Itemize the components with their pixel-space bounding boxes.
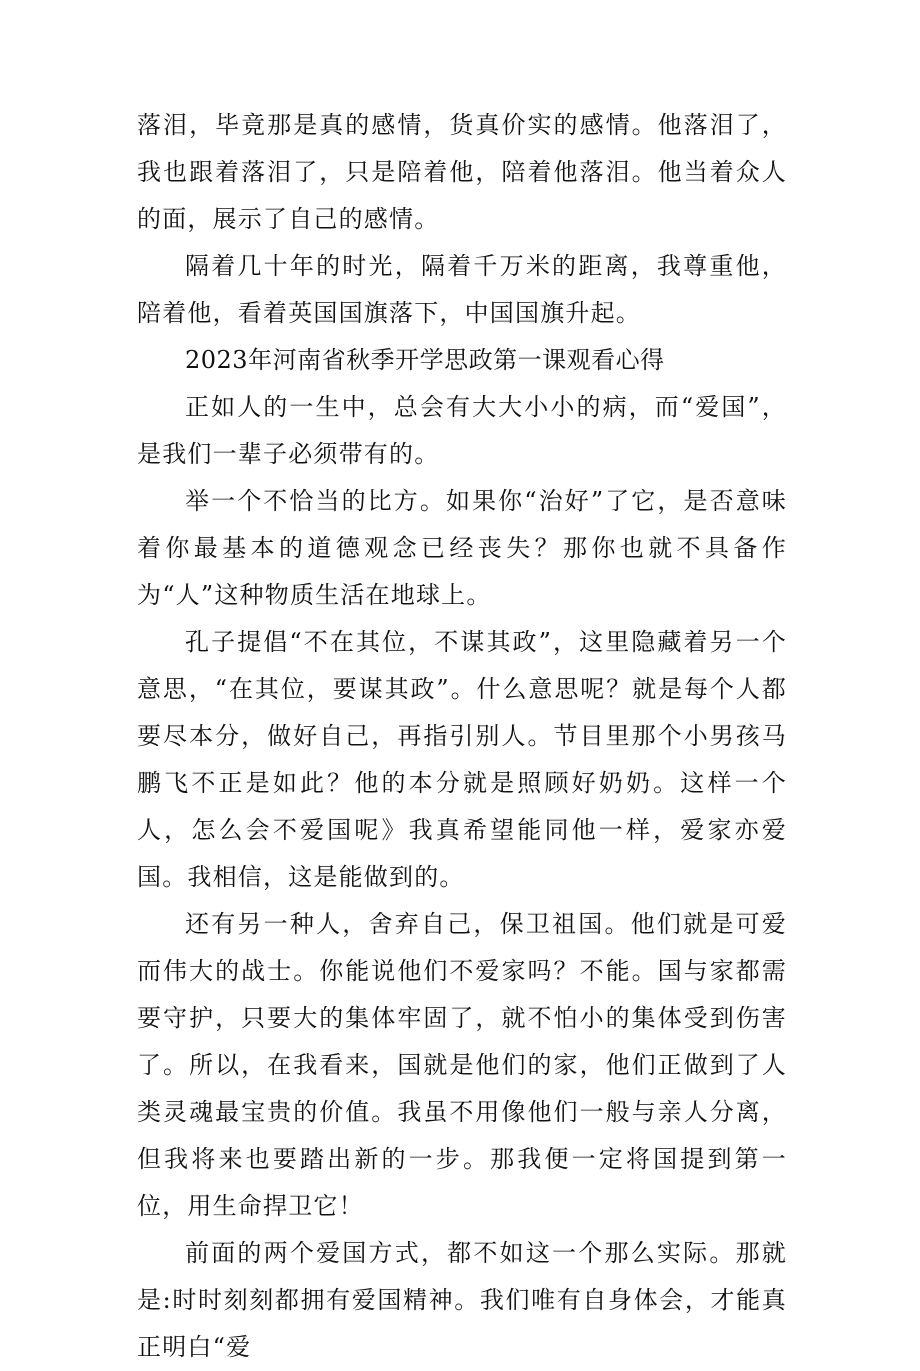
paragraph-5: 孔子提倡“不在其位，不谋其政”，这里隐藏着另一个意思，“在其位，要谋其政”。什么意思呢？就是每个人都要尽本分，做好自己，再指引别人。节目里那个小男孩马鹏飞不正是如此？他的本分就是照顾好奶奶。这样一个人，怎么会不爱国呢》我真希望能同他一样，爱家亦爱国。我相信，这是能做到的。 [137,628,787,891]
section-heading: 2023年河南省秋季开学思政第一课观看心得 [185,346,665,374]
paragraph-4: 举一个不恰当的比方。如果你“治好”了它，是否意味着你最基本的道德观念已经丧失？那你也就不具备作为“人”这种物质生活在地球上。 [137,487,787,609]
document-body [137,102,787,1371]
paragraph-1: 落泪，毕竟那是真的感情，货真价实的感情。他落泪了，我也跟着落泪了，只是陪着他，陪着他落泪。他当着众人的面，展示了自己的感情。 [137,111,787,233]
paragraph-7: 前面的两个爱国方式，都不如这一个那么实际。那就是:时时刻刻都拥有爱国精神。我们唯有自身体会，才能真正明白“爱 [137,1239,787,1361]
paragraph-6: 还有另一种人，舍弃自己，保卫祖国。他们就是可爱而伟大的战士。你能说他们不爱家吗？不能。国与家都需要守护，只要大的集体牢固了，就不怕小的集体受到伤害了。所以，在我看来，国就是他们的家，他们正做到了人类灵魂最宝贵的价值。我虽不用像他们一般与亲人分离，但我将来也要踏出新的一步。那我便一定将国提到第一位，用生命捍卫它！ [137,910,787,1220]
paragraph-2: 隔着几十年的时光，隔着千万米的距离，我尊重他，陪着他，看着英国国旗落下，中国国旗升起。 [137,252,787,327]
paragraph-3: 正如人的一生中，总会有大大小小的病，而“爱国”，是我们一辈子必须带有的。 [137,393,787,468]
